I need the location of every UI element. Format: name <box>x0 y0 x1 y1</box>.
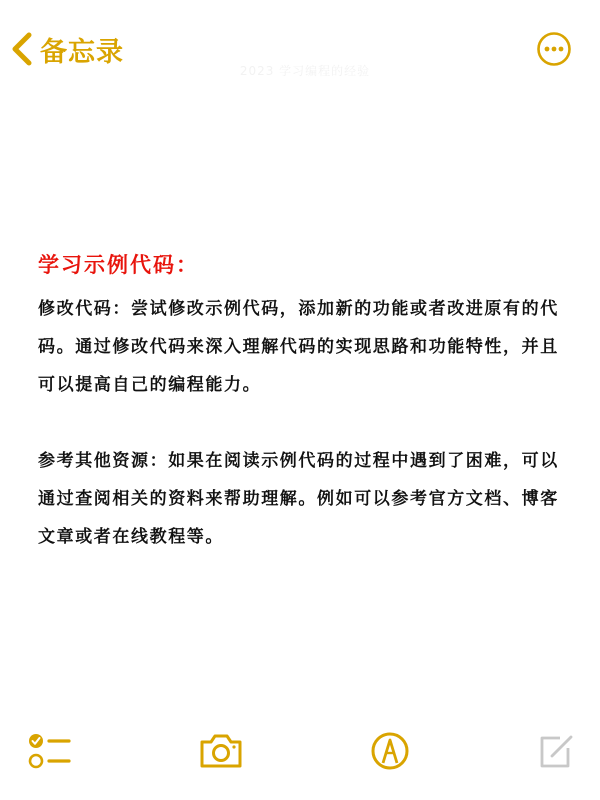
bottom-toolbar <box>0 722 600 782</box>
markup-button[interactable] <box>365 726 415 776</box>
checklist-button[interactable] <box>25 726 75 776</box>
chevron-left-icon <box>10 31 34 67</box>
back-label: 备忘录 <box>40 36 124 68</box>
back-button[interactable] <box>10 26 124 72</box>
note-heading: 学习示例代码： <box>38 253 199 277</box>
note-paragraph-modify-code: 修改代码：尝试修改示例代码，添加新的功能或者改进原有的代码。通过修改代码来深入理解代码的实现思路和功能特性，并且可以提高自己的编程能力。 <box>38 299 559 395</box>
note-paragraph-other-resources: 参考其他资源：如果在阅读示例代码的过程中遇到了困难，可以通过查阅相关的资料来帮助理解。例如可以参考官方文档、博客文章或者在线教程等。 <box>38 451 559 547</box>
note-body[interactable] <box>38 250 568 556</box>
checklist-icon <box>25 726 75 776</box>
ellipsis-circle-icon <box>536 52 572 71</box>
camera-icon <box>196 726 246 776</box>
markup-pen-icon <box>365 726 415 776</box>
watermark-text: 2023 学习编程的经验 <box>239 64 371 78</box>
navigation-bar <box>0 0 600 100</box>
compose-icon <box>530 726 580 776</box>
camera-button[interactable] <box>196 726 246 776</box>
more-button[interactable] <box>536 31 572 67</box>
compose-button[interactable] <box>530 726 580 776</box>
